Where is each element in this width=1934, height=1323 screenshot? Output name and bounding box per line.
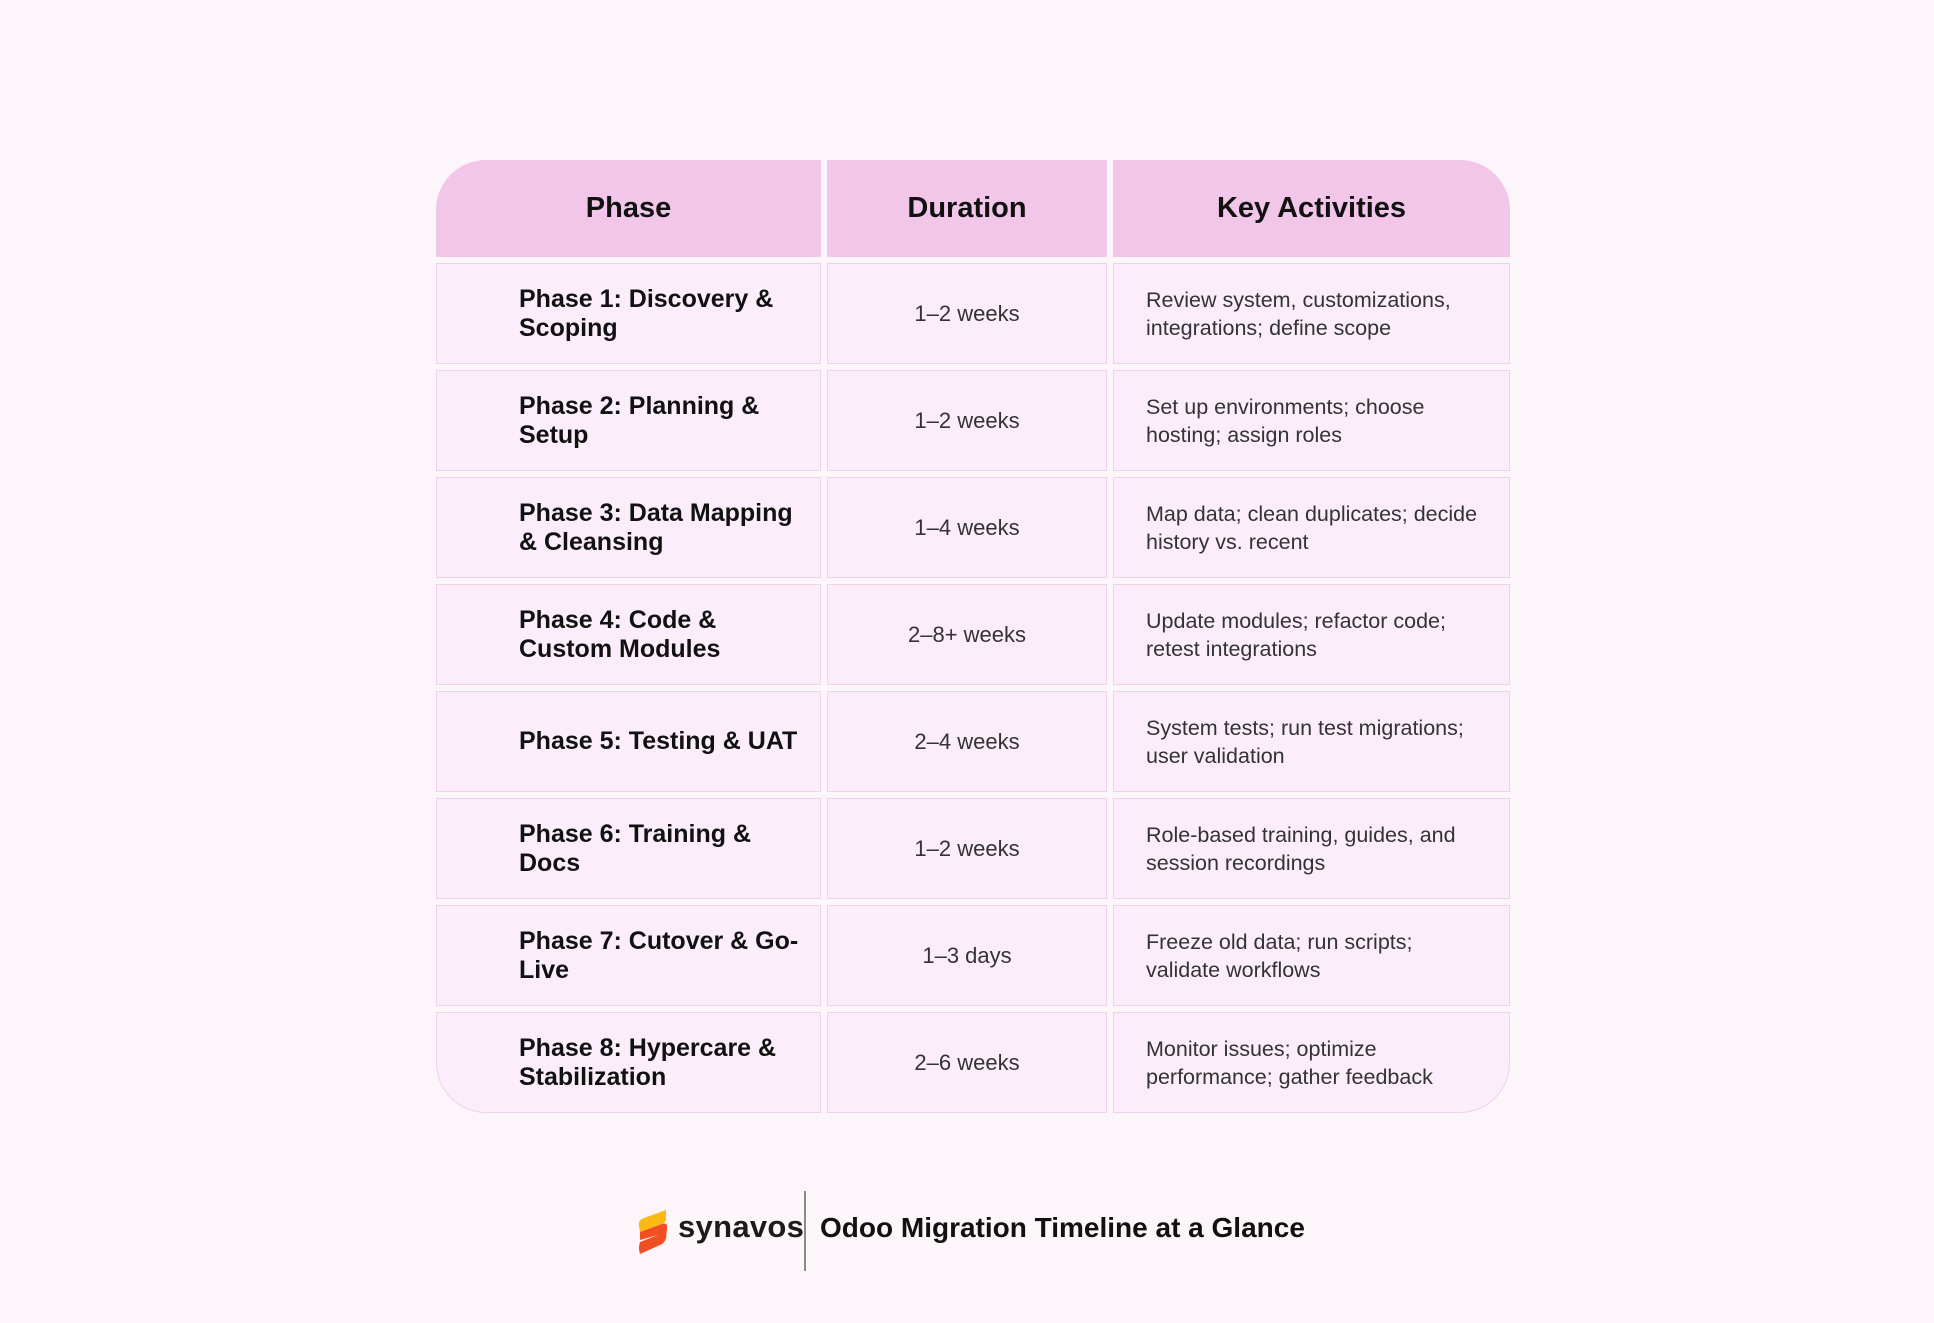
duration-cell: 1–2 weeks <box>827 798 1107 899</box>
activities-cell: Set up environments; choose hosting; assign roles <box>1113 370 1510 471</box>
table-row <box>436 263 1510 364</box>
activities-cell: System tests; run test migrations; user validation <box>1113 691 1510 792</box>
table-row <box>436 798 1510 899</box>
table-row <box>436 584 1510 685</box>
table-row <box>436 370 1510 471</box>
activities-cell: Update modules; refactor code; retest integrations <box>1113 584 1510 685</box>
duration-cell: 2–8+ weeks <box>827 584 1107 685</box>
duration-cell: 1–2 weeks <box>827 370 1107 471</box>
footer <box>0 1191 1934 1271</box>
footer-divider <box>804 1191 806 1271</box>
phase-cell: Phase 3: Data Mapping & Cleansing <box>436 477 821 578</box>
duration-cell: 1–3 days <box>827 905 1107 1006</box>
duration-cell: 2–4 weeks <box>827 691 1107 792</box>
phase-cell: Phase 5: Testing & UAT <box>436 691 821 792</box>
table-row <box>436 691 1510 792</box>
footer-caption: Odoo Migration Timeline at a Glance <box>820 1212 1305 1243</box>
phase-cell: Phase 1: Discovery & Scoping <box>436 263 821 364</box>
synavos-logo-icon <box>636 1208 670 1256</box>
activities-cell: Review system, customizations, integrations; define scope <box>1113 263 1510 364</box>
header-phase: Phase <box>436 160 821 257</box>
duration-cell: 1–4 weeks <box>827 477 1107 578</box>
phase-cell: Phase 7: Cutover & Go-Live <box>436 905 821 1006</box>
duration-cell: 1–2 weeks <box>827 263 1107 364</box>
duration-cell: 2–6 weeks <box>827 1012 1107 1113</box>
phase-cell: Phase 4: Code & Custom Modules <box>436 584 821 685</box>
timeline-table <box>436 160 1510 1119</box>
activities-cell: Freeze old data; run scripts; validate workflows <box>1113 905 1510 1006</box>
phase-cell: Phase 2: Planning & Setup <box>436 370 821 471</box>
activities-cell: Monitor issues; optimize performance; gather feedback <box>1113 1012 1510 1113</box>
activities-cell: Role-based training, guides, and session recordings <box>1113 798 1510 899</box>
phase-cell: Phase 8: Hypercare & Stabilization <box>436 1012 821 1113</box>
header-duration: Duration <box>827 160 1107 257</box>
table-row <box>436 905 1510 1006</box>
table-header-row <box>436 160 1510 257</box>
header-key-activities: Key Activities <box>1113 160 1510 257</box>
table-row <box>436 477 1510 578</box>
brand-name: synavos <box>678 1209 805 1244</box>
table-row <box>436 1012 1510 1113</box>
phase-cell: Phase 6: Training & Docs <box>436 798 821 899</box>
activities-cell: Map data; clean duplicates; decide history vs. recent <box>1113 477 1510 578</box>
